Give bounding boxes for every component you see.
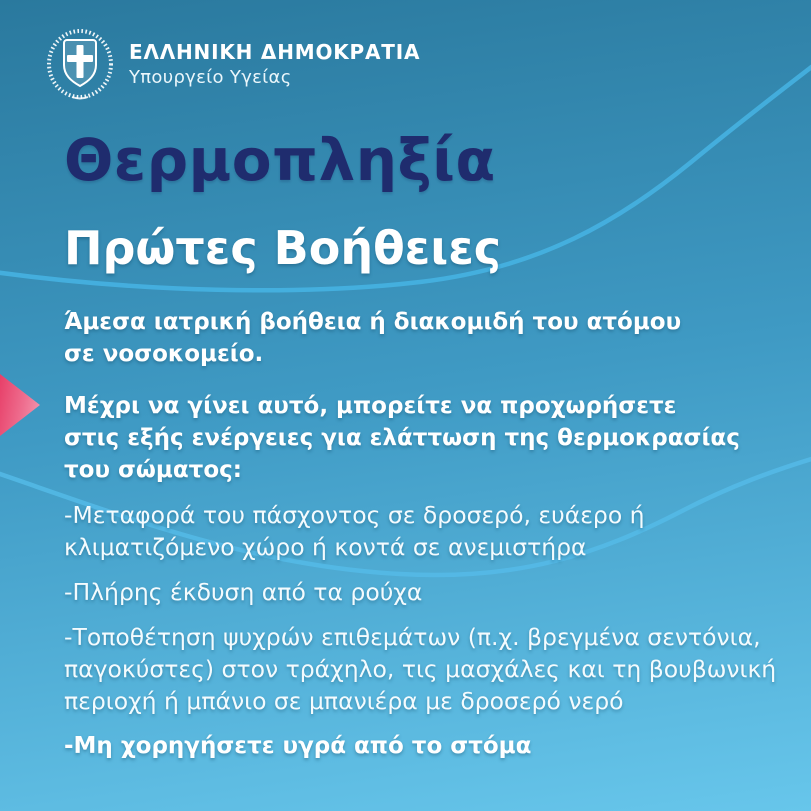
- intro-line: Άμεσα ιατρική βοήθεια ή διακομιδή του ατόμου: [64, 309, 682, 335]
- step-line: περιοχή ή μπάνιο σε μπανιέρα με δροσερό νερό: [64, 687, 624, 715]
- intro-line: σε νοσοκομείο.: [64, 341, 264, 367]
- step-item: [64, 576, 804, 608]
- gov-ministry-label: Υπουργείο Υγείας: [129, 67, 292, 88]
- lead-paragraph: [64, 390, 804, 486]
- step-line: -Μεταφορά του πάσχοντος σε δροσερό, ευάερο ή: [64, 501, 645, 529]
- step-item: [64, 499, 804, 563]
- intro-paragraph: [64, 306, 804, 370]
- page-title: Θερμοπληξία: [64, 126, 496, 194]
- step-item: [64, 621, 804, 717]
- content-column: [64, 125, 804, 762]
- step-line: -Τοποθέτηση ψυχρών επιθεμάτων (π.χ. βρεγμένα σεντόνια,: [64, 623, 761, 651]
- step-line: κλιματιζόμενο χώρο ή κοντά σε ανεμιστήρα: [64, 533, 587, 561]
- step-line: παγοκύστες) στον τράχηλο, τις μασχάλες και τη βουβωνική: [64, 655, 777, 683]
- gov-header: [45, 27, 420, 101]
- accent-arrow-icon: [0, 374, 40, 436]
- greek-coat-of-arms-icon: [45, 27, 115, 101]
- lead-line: Μέχρι να γίνει αυτό, μπορείτε να προχωρήσετε: [64, 393, 677, 419]
- page-subtitle: Πρώτες Βοήθειες: [64, 221, 502, 275]
- gov-republic-label: ΕΛΛΗΝΙΚΗ ΔΗΜΟΚΡΑΤΙΑ: [129, 40, 421, 64]
- lead-line: στις εξής ενέργειες για ελάττωση της θερμοκρασίας: [64, 425, 740, 451]
- lead-line: του σώματος:: [64, 457, 242, 483]
- step-line: -Πλήρης έκδυση από τα ρούχα: [64, 578, 423, 606]
- warning-paragraph: [64, 730, 804, 762]
- gov-titles: [129, 40, 420, 88]
- warning-line: -Μη χορηγήσετε υγρά από το στόμα: [64, 733, 532, 759]
